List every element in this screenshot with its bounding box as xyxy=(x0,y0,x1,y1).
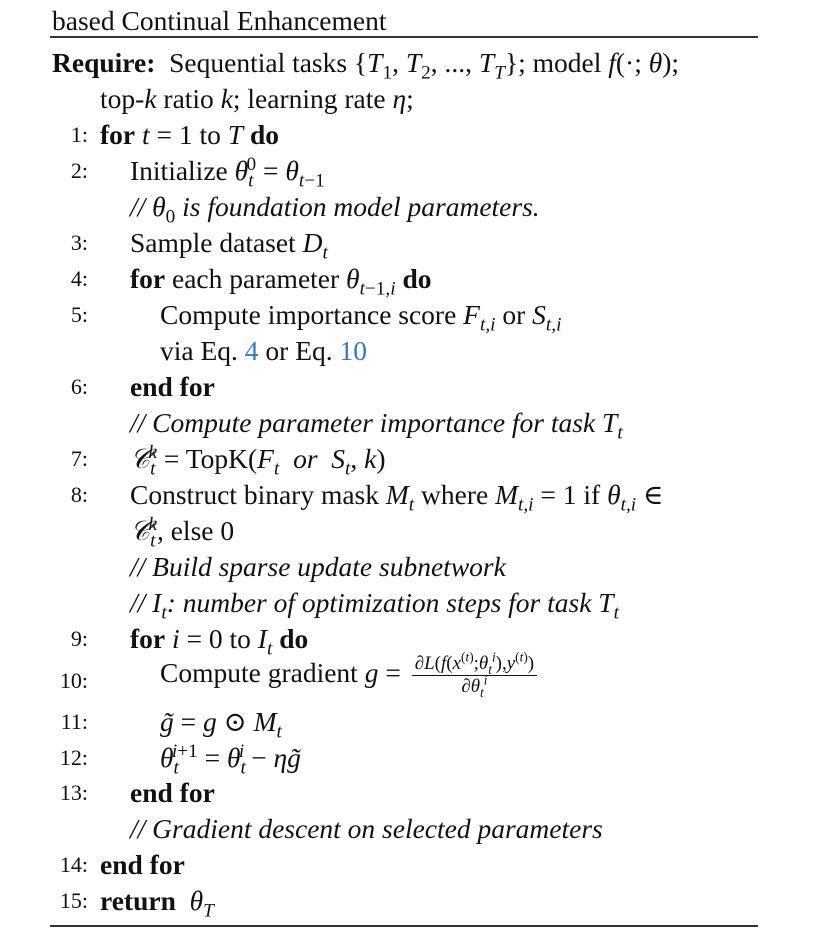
gradient-fraction: $\frac{\partial L(f(x^{(t)};\theta_t^i),y^{(t)})}{\partial\theta_t^i}$ xyxy=(412,653,537,698)
require-text-a: Sequential tasks xyxy=(169,47,348,78)
line-number: 14: xyxy=(59,852,88,877)
top-rule xyxy=(50,36,758,38)
line-number: 13: xyxy=(59,780,88,805)
line-number: 2: xyxy=(70,158,88,183)
line-number: 11: xyxy=(60,709,88,734)
eq-ref-4[interactable]: 4 xyxy=(244,335,259,366)
line-number: 9: xyxy=(70,626,88,651)
line-number: 12: xyxy=(59,745,88,770)
model-expr: f(·; θ); xyxy=(608,47,680,78)
require-label: Require: xyxy=(52,47,156,78)
bottom-rule xyxy=(50,925,758,927)
line-number: 5: xyxy=(70,302,88,327)
tasks-set: {$T_1$, $T_2$, ..., $T_T$} xyxy=(353,47,519,84)
algorithm-caption-tail: based Continual Enhancement xyxy=(52,5,387,36)
line-number: 7: xyxy=(70,446,88,471)
line-number: 4: xyxy=(70,266,88,291)
line-number: 15: xyxy=(59,888,88,913)
line-number: 6: xyxy=(70,374,88,399)
eq-ref-10[interactable]: 10 xyxy=(339,335,367,366)
line-number: 8: xyxy=(70,482,88,507)
line-number: 3: xyxy=(70,230,88,255)
line-number: 10: xyxy=(59,668,88,693)
line-number: 1: xyxy=(70,122,88,147)
require-text-b: ; model xyxy=(518,47,602,78)
